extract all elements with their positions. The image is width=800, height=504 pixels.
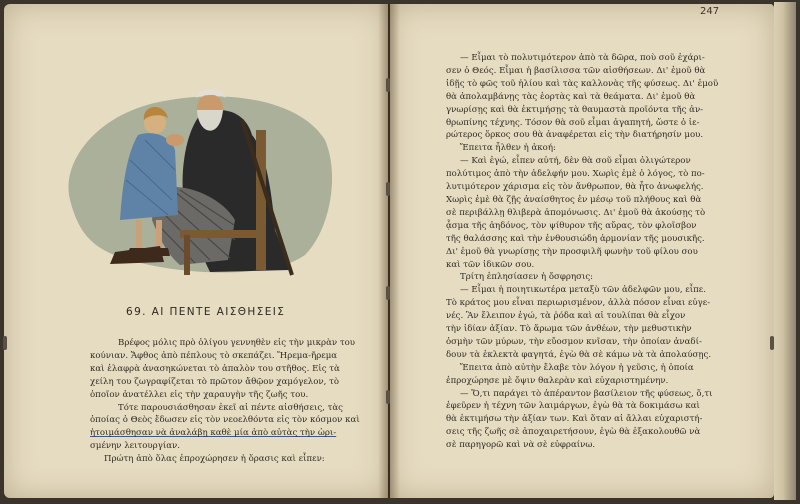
text-line: τῆς θαλάσσης καὶ τὴν ἐνθουσιώδη ἁρμονίαν τῆς μουσικῆς. [446,233,705,244]
illustration-old-man-and-child [60,80,340,280]
text-line: δουν τὰ ἐκλεκτὰ φαγητά, ἐγὼ θὰ σὲ κάμω νὰ τὰ ἀπολαύσῃς. [446,349,712,360]
text-line: σμένην λειτουργίαν. [90,441,180,452]
text-line: ἰδῇς τὸ φῶς τοῦ ἡλίου καὶ τὰς καλλονὰς τῆς φύσεως. Δι' ἐμοῦ [446,78,719,89]
text-line: καὶ ἐλαφρὰ ἀνασηκώνεται τὸ ἀπαλὸν του στῆθος. Εἰς τὰ [90,363,340,374]
text-line: ᾆσμα τῆς ἀηδόνος, τὸν ψίθυρον τῆς αὔρας, τὸν φλοῖσβον [446,220,697,231]
binding-thread [386,390,390,404]
chapter-title: 69. ΑΙ ΠΕΝΤΕ ΑΙΣΘΗΣΕΙΣ [126,306,286,318]
text-line: Δι' ἐμοῦ θὰ γνωρίσῃς τὴν προσφιλῆ φωνὴν τοῦ φίλου σου [446,246,698,257]
text-line: ὁποῖον ἀνατέλλει εἰς τὴν χαραυγὴν τῆς ζωῆς του. [90,389,309,400]
text-line: — Καὶ ἐγώ, εἶπεν αὐτή, δὲν θὰ σοῦ εἶμαι ὀλιγώτερον [460,156,691,167]
binding-thread [386,182,390,196]
text-line: χείλη του ζωγραφίζεται τὸ πρῶτον ἄθῷον χαμόγελον, τὸ [90,376,340,387]
page-number: 247 [700,6,720,17]
text-line: — Ὅ,τι παράγει τὸ ἀπέραντον βασίλειον τῆς φύσεως, ὅ,τι [460,388,713,399]
binding-thread [386,286,390,300]
text-line: γνωρίσῃς καὶ θὰ ἐκτιμήσῃς τὰ θαυμαστὰ προϊόντα τῆς ἀν- [446,104,704,115]
text-line: Βρέφος μόλις πρὸ ὀλίγου γεννηθὲν εἰς τὴν μικρὰν του [118,338,355,348]
text-line: ἐφεῦρεν ἡ τέχνη τῶν λαιμάργων, ἐγὼ θὰ τὰ δοκιμάσω καὶ [446,401,700,412]
text-line: σὲ παρηγορῶ καὶ νὰ σὲ εὐφραίνω. [446,440,596,451]
binding-thread [3,336,7,350]
left-page-text [90,337,360,466]
text-line: ὁποίας ὁ Θεὸς ἔδωσεν εἰς τὸν νεοελθόντα εἰς τὸν κόσμον καὶ [90,415,360,426]
text-line: — Εἶμαι τὸ πολυτιμότερον ἀπὸ τὰ δῶρα, ποὺ σοῦ ἐχάρι- [460,53,705,63]
text-line: ὀσμὴν τῶν μύρων, τὴν εὔοσμον κνῖσαν, τὴν ὁποίαν ἀναδί- [446,336,702,347]
page-edges [774,2,796,500]
text-line: καὶ τῶν ἰδικῶν σου. [446,259,535,270]
right-page-text [446,52,726,452]
text-line: σὲ περιβάλλῃ θλιβερὰ ἀπομόνωσις. Δι' ἐμοῦ θὰ ἀκούσῃς τὸ [446,207,706,218]
text-line: ἡτοιμάσθησαν νὰ ἀναλάβῃ καθὲ μία ἀπὸ αὐτὰς τὴν ὡρι- [90,428,337,439]
text-line: θρωπίνης τέχνης. Τόσον θὰ σοῦ εἶμαι ἀγαπητή, ὥστε ὁ ἰε- [446,117,700,128]
text-line: σεν ὁ Θεός. Εἶμαι ἡ βασίλισσα τῶν αἰσθήσεων. Δι' ἐμοῦ θὰ [446,65,706,76]
text-line: πολύτιμος ἀπὸ τὴν ἀδελφήν μου. Χωρὶς ἐμὲ ὁ λόγος, τὸ πο- [446,169,705,180]
text-line: Τρίτη ἐπλησίασεν ἡ ὄσφρησις: [460,272,594,283]
text-line: κούνιαν. Ἄφθος ἀπὸ πέπλους τὸ σκεπάζει. Ἤρεμα-ἤρεμα [90,350,338,361]
text-line: σεις τῆς ζωῆς σὲ ἀποχαιρετήσουν, ἐγὼ θὰ ἐξακολουθῶ νὰ [446,427,701,438]
text-line: τὴν ἰδίαν ἀξίαν. Τὸ ἄρωμα τῶν ἀνθέων, τὴν μεθυστικὴν [446,324,692,335]
text-line: Τότε παρουσιάσθησαν ἐκεῖ αἱ πέντε αἰσθήσεις, τὰς [118,402,343,413]
text-line: Ἔπειτα ἀπὸ αὐτὴν ἔλαβε τὸν λόγον ἡ γεῦσις, ἡ ὁποία [460,362,694,373]
text-line: θὰ ἐκτιμήσω τὴν ἀξίαν των. Καὶ ὅταν αἱ ἄλλαι εὐχαριστή- [446,414,703,425]
text-line: θὰ ἀπολαμβάνῃς τὰς ἑορτὰς καὶ τὰ θεάματα. Δι' ἐμοῦ θὰ [446,91,696,102]
text-line: ἐπροχώρησε μὲ ὄψιν θαλερὰν καὶ εὐχαριστημένην. [446,375,669,386]
text-line: — Εἶμαι ἡ ποιητικωτέρα μεταξὺ τῶν ἀδελφῶν μου, εἶπε. [460,285,706,296]
text-line: Πρώτη ἀπὸ ὅλας ἐπροχώρησεν ἡ ὅρασις καὶ εἶπεν: [104,454,325,465]
text-line: λυτιμότερον χάρισμα εἰς τὸν ἄνθρωπον, θὰ ἦτο ἀνωφελής. [446,182,704,193]
binding-thread [770,336,774,350]
text-line: ρώτερος ὅρκος σου θὰ ἀναφέρεται εἰς τὴν διατήρησίν μου. [446,130,704,141]
text-line: νές. Ἂν ἔλειπον ἐγώ, τὰ ῥόδα καὶ αἱ τουλίπαι θὰ εἶχον [446,311,686,322]
text-line: Ἔπειτα ἦλθεν ἡ ἀκοή: [460,143,556,154]
text-line: Χωρὶς ἐμὲ θὰ ζῇς ἀναίσθητος ἐν μέσῳ τοῦ πλήθους καὶ θὰ [446,194,702,205]
text-line: Τὸ κράτος μου εἶναι περιωρισμένον, ἀλλὰ πόσον εἶναι εὐγε- [446,298,711,309]
binding-thread [386,78,390,92]
